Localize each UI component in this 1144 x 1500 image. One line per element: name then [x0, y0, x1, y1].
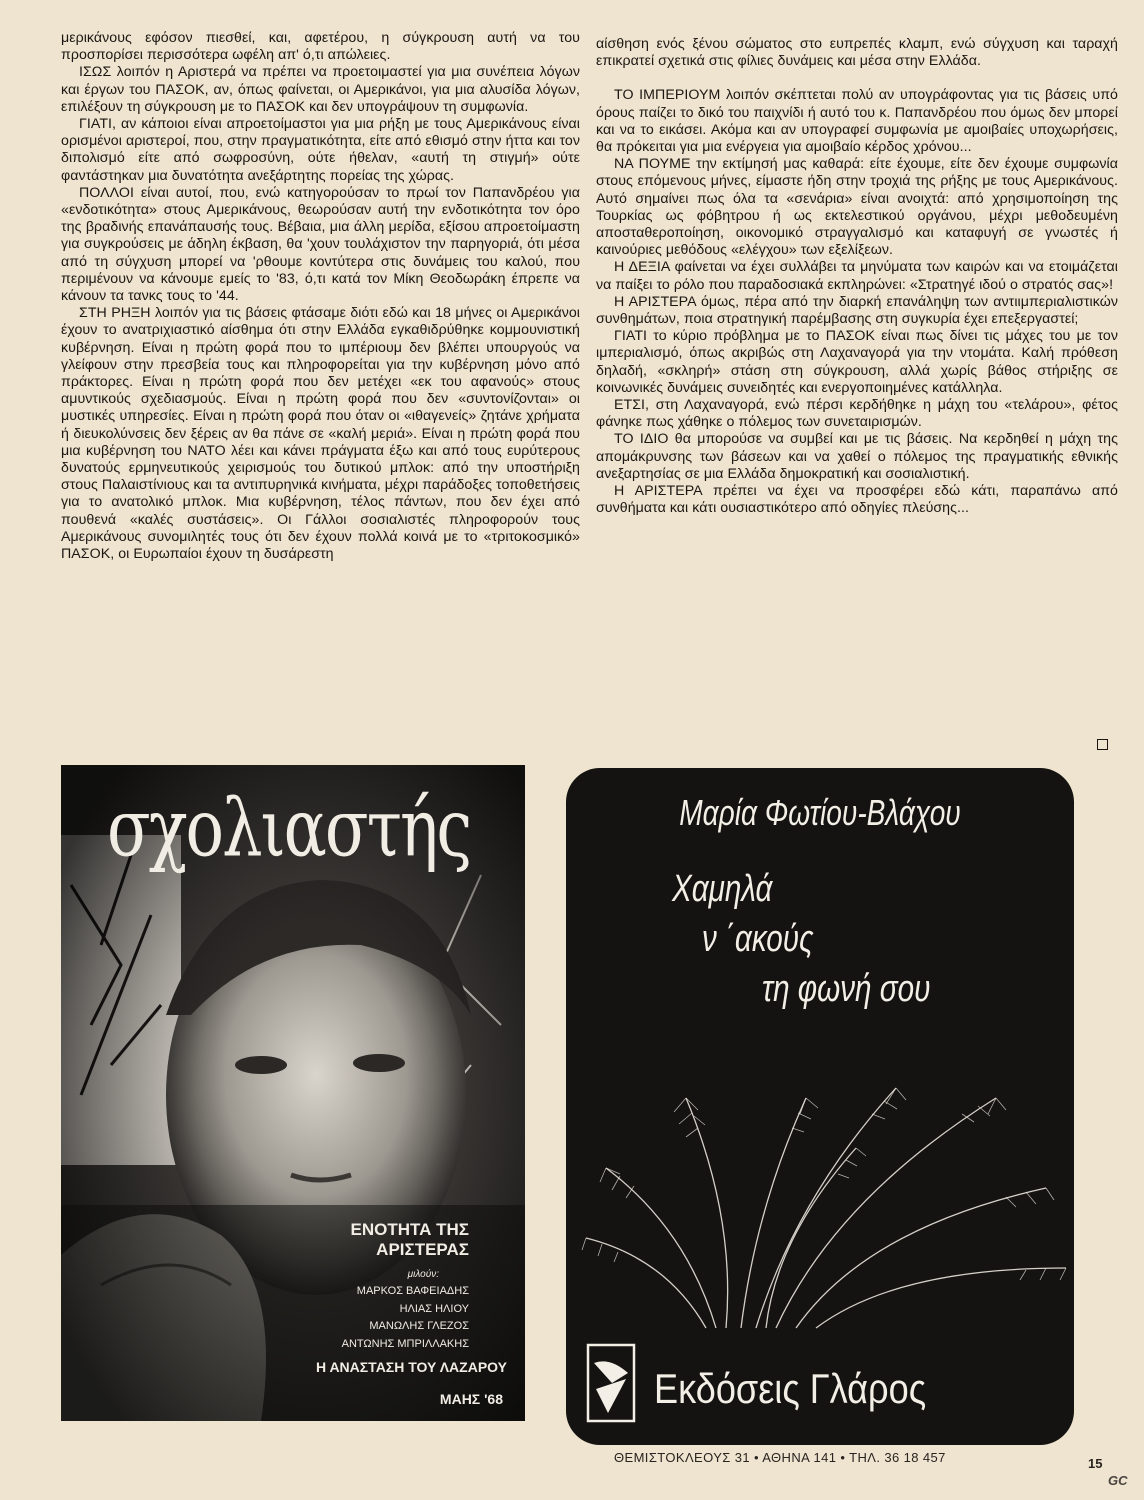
publisher-address: ΘΕΜΙΣΤΟΚΛΕΟΥΣ 31 • ΑΘΗΝΑ 141 • ΤΗΛ. 36 18 457 [614, 1450, 946, 1465]
book-title-line: Χαμηλά [672, 868, 773, 910]
article-paragraph: μερικάνους εφόσον πιεσθεί, και, αφετέρου, η σύγκρουση αυτή να του προσπορίσει περισσότερα ωφέλη απ' ό,τι απώλειες. [61, 30, 580, 64]
article-end-mark [1097, 739, 1108, 750]
article-paragraph: ΤΟ ΙΜΠΕΡΙΟΥΜ λοιπόν σκέπτεται πολύ αν υπογράφοντας για τις βάσεις υπό όρους παίζει το δικό του παιχνίδι ή αυτό του κ. Παπανδρέου που όμως δεν μπορεί και να το εικάσει. Ακόμα και αν υπογραφεί συμφωνία με αμοιβαίες υποχωρήσεις, θα πρόκειται για μια ενέργεια για αμοιβαίο κέρδος χρόνου... [596, 87, 1118, 156]
magazine-ad [61, 765, 525, 1421]
issue-label: ΜΑΗΣ '68 [439, 1391, 503, 1407]
article-paragraph: ΣΤΗ ΡΗΞΗ λοιπόν για τις βάσεις φτάσαμε διότι εδώ και 18 μήνες οι Αμερικάνοι έχουν το ανατριχιαστικό αίσθημα ότι στην Ελλάδα εγκαθιδρύθηκε κομμουνιστική κυβέρνηση. Είναι η πρώτη φορά που το ιμπέριουμ δεν βλέπει υπουργούς να γλείφουν στην πρεσβεία τους και πληροφορείται για την κυβέρνηση μόνο από πράκτορες. Είναι η πρώτη φορά που δεν μετέχει «εκ του αφανούς» στους αμυντικούς σχεδιασμούς. Είναι η πρώτη φορά που δεν «συντονίζονται» οι μυστικές υπηρεσίες. Είναι η πρώτη φορά που όταν οι «ιθαγενείς» ζητάνε χρήματα ή διευκολύνσεις δεν ξέρεις αν θα πάνε σε «καλή μεριά». Είναι η πρώτη φορά που μια κυβέρνηση του ΝΑΤΟ λέει και κάνει πράγματα έξω και από τους ευρύτερους δυνατούς ερμηνευτικούς χειρισμούς του δυτικού μπλοκ: από την υποστήριξη στους Παλαιστίνιους και τα αντιπυρηνικά κινήματα, μέχρι παράδοξες τοποθετήσεις για το ανατολικό μπλοκ. Μια κυβέρνηση, τέλος πάντων, που δεν έχει από πουθενά «καλές συστάσεις». Οι Γάλλοι σοσιαλιστές πληροφορούν τους Αμερικάνους συνομιλητές τους ότι δεν έχουν πολλά κοινά με το «τριτοκοσμικό» ΠΑΣΟΚ, οι Ευρωπαίοι έχουν τη δυσάρεστη [61, 305, 580, 563]
article-paragraph: ΠΟΛΛΟΙ είναι αυτοί, που, ενώ κατηγορούσαν το πρωί τον Παπανδρέου για «ενδοτικότητα» στους Αμερικάνους, θεωρούσαν αυτή την ενδοτικότητα τον όρο της βραδινής επανάπαυσής τους. Βέβαια, μια άλλη μερίδα, εξίσου απροετοίμαστη για συγκρούσεις με άδηλη έκβαση, θα 'χουν τουλάχιστον την παρηγοριά, ότι μέσα από τη σύγχυση μπορεί να 'ρθουμε κοντύτερα στις δυνάμεις του καλού, που περιμένουν να κάνουμε εμείς το '83, ό,τι κατά τον Μίκη Θεοδωράκη έπρεπε να κάνουν τα τανκς τους το '44. [61, 184, 580, 305]
article-paragraph: ΝΑ ΠΟΥΜΕ την εκτίμησή μας καθαρά: είτε έχουμε, είτε δεν έχουμε συμφωνία στους επόμενους μήνες, είμαστε ήδη στην τροχιά της ρήξης με τους Αμερικάνους. Αυτό σημαίνει πως όλα τα «σενάρια» είναι ανοιχτά: από χρησιμοποίηση της Τουρκίας ως φόβητρου ή ως εκτελεστικού οργάνου, μέχρι μεθοδευμένη αποσταθεροποίηση, οικονομικό στραγγαλισμό και καταφυγή σε γνωστές ή καινούριες μεθόδους «ελέγχου» των εξελίξεων. [596, 156, 1118, 259]
speakers-label: μιλούν: [407, 1269, 439, 1280]
article-paragraph: Η ΑΡΙΣΤΕΡΑ όμως, πέρα από την διαρκή επανάληψη των αντιιμπεριαλιστικών συνθημάτων, ποια στρατηγική παρέμβασης στη συγκυρία έχει επεξεργαστεί; [596, 293, 1118, 328]
book-ad [566, 768, 1074, 1445]
cover-feature: Η ΑΝΑΣΤΑΣΗ ΤΟΥ ΛΑΖΑΡΟΥ [315, 1359, 507, 1375]
speaker-name: ΗΛΙΑΣ ΗΛΙΟΥ [399, 1302, 469, 1315]
article-paragraph: ΤΟ ΙΔΙΟ θα μπορούσε να συμβεί και με τις βάσεις. Να κερδηθεί η μάχη της απομάκρυνσης των βάσεων και να χαθεί ο πόλεμος της πραγματικής εθνικής ανεξαρτησίας σε μια Ελλάδα δημοκρατική και σοσιαλιστική. [596, 431, 1118, 482]
speakers-list [269, 1283, 469, 1353]
speaker-name: ΑΝΤΩΝΗΣ ΜΠΡΙΛΛΑΚΗΣ [341, 1337, 469, 1350]
article-column-right [596, 36, 1118, 517]
page-number: 15 [1088, 1456, 1103, 1471]
article-paragraph: αίσθηση ενός ξένου σώματος στο ευπρεπές κλαμπ, ενώ σύγχυση και ταραχή επικρατεί σχετικά στις φίλιες δυνάμεις και μέσα στην Ελλάδα. [596, 36, 1118, 70]
magazine-title: σχολιαστής [107, 783, 471, 876]
book-title-line: ν ΄ακούς [702, 918, 814, 960]
article-paragraph: ΕΤΣΙ, στη Λαχαναγορά, ενώ πέρσι κερδήθηκε η μάχη του «τελάρου», φέτος φάνηκε πως χάθηκε ο πόλεμος των συνεταιρισμών. [596, 397, 1118, 431]
article-paragraph: Η ΑΡΙΣΤΕΡΑ πρέπει να έχει να προσφέρει εδώ κάτι, παραπάνω από συνθήματα και κάτι ουσιαστικότερο από οδηγίες πλεύσης... [596, 483, 1118, 517]
article-paragraph: ΓΙΑΤΙ, αν κάποιοι είναι απροετοίμαστοι για μια ρήξη με τους Αμερικάνους είναι ορισμένοι αριστεροί, που, στην πραγματικότητα, είτε από εθισμό στην ήττα και τον διπολισμό είτε από σωφροσύνη, ούτε ήθελαν, «αυτή τη στιγμή» ούτε φαντάστηκαν μια δυνατότητα ανεξάρτητης πορείας της χώρας. [61, 116, 580, 184]
speaker-name: ΜΑΡΚΟΣ ΒΑΦΕΙΑΔΗΣ [356, 1285, 469, 1297]
article-paragraph: ΓΙΑΤΙ το κύριο πρόβλημα με το ΠΑΣΟΚ είναι πως δίνει τις μάχες του με τον ιμπεριαλισμό, όπως ακριβώς στη Λαχαναγορά για την ντομάτα. Καλή πρόθεση δηλαδή, «σκληρή» στάση στη σύγκρουση, αλλά χωρίς βάθος στήριξης σε κοινωνικές δυνάμεις συνειδητές και ενεργοποιημένες κατάλληλα. [596, 328, 1118, 396]
article-paragraph: Η ΔΕΞΙΑ φαίνεται να έχει συλλάβει τα μηνύματα των καιρών και να ετοιμάζεται να παίξει το ρόλο που παραδοσιακά εκπληρώνει: «Στρατηγέ ιδού ο στρατός σας»! [596, 259, 1118, 293]
article-paragraph: ΙΣΩΣ λοιπόν η Αριστερά να πρέπει να προετοιμαστεί για μια συνέπεια λόγων και έργων του ΠΑΣΟΚ, αν, όπως φαίνεται, οι Αμερικάνοι, για μια αλυσίδα λόγων, επιλέξουν τη σύγκρουση με το ΠΑΣΟΚ και δεν υπογράψουν τη συμφωνία. [61, 64, 580, 115]
cover-headline: ΕΝΟΤΗΤΑ ΤΗΣ ΑΡΙΣΤΕΡΑΣ [350, 1220, 469, 1259]
book-author: Μαρία Φωτίου-Βλάχου [679, 792, 961, 833]
book-title-line: τη φωνή σου [762, 968, 931, 1010]
gull-logo-icon [586, 1343, 636, 1423]
article-column-left [61, 30, 580, 563]
watermark: GC [1108, 1473, 1128, 1488]
publisher-name: Εκδόσεις Γλάρος [654, 1365, 927, 1412]
speaker-name: ΜΑΝΩΛΗΣ ΓΛΕΖΟΣ [369, 1320, 469, 1332]
grass-illustration [566, 768, 1074, 1445]
